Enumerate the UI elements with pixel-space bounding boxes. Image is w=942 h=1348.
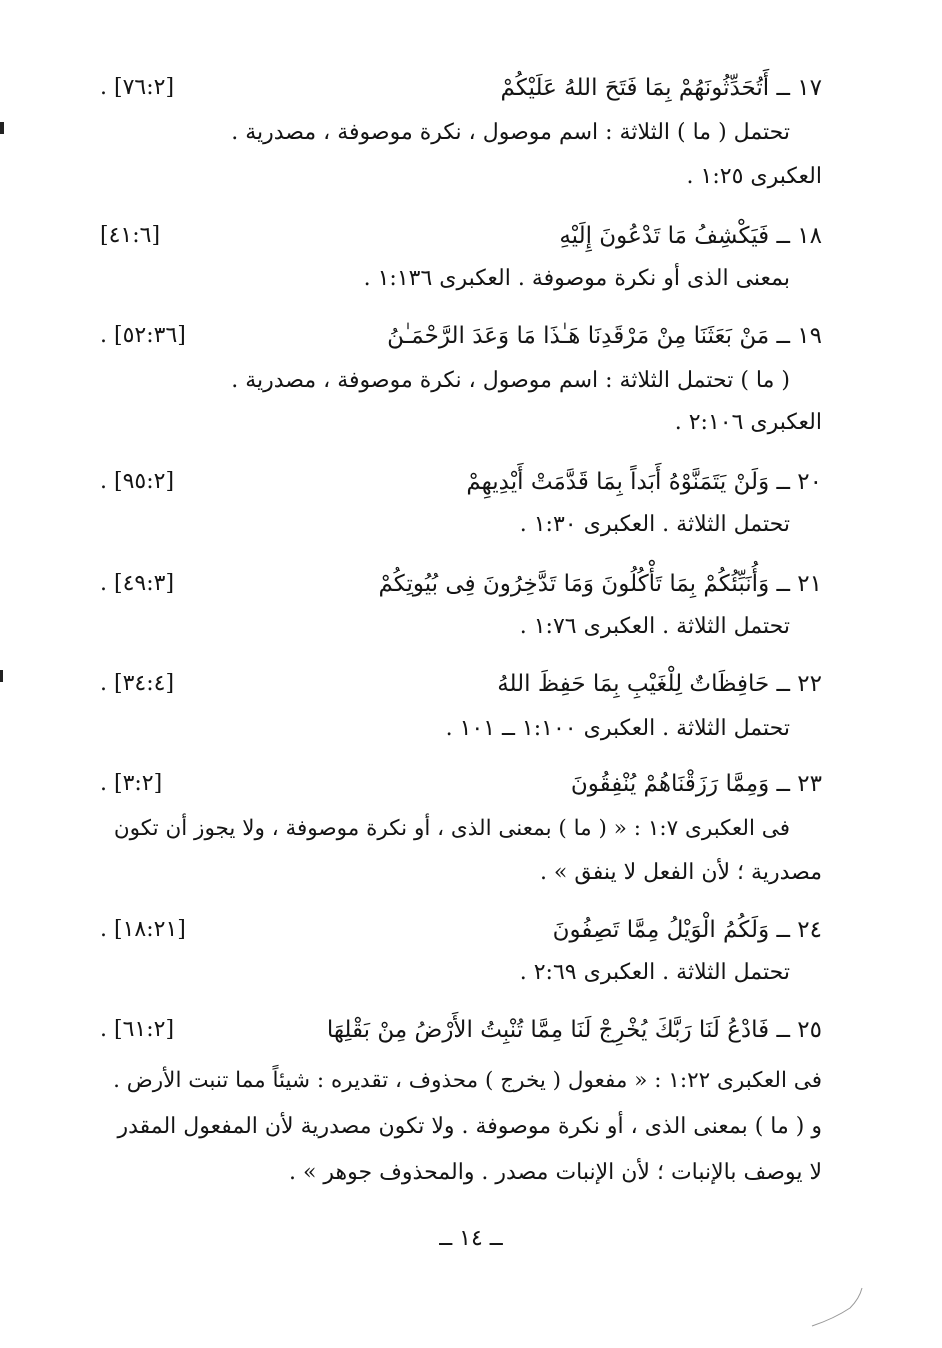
verse-text: ٢٥ ــ فَادْعُ لَنَا رَبَّكَ يُخْرِجْ لَنَا مِمَّا تُنْبِتُ الأَرْضُ مِنْ بَقْلِهَا	[326, 1017, 822, 1043]
verse-text: ٢٠ ــ وَلَنْ يَتَمَنَّوْهُ أَبَداً بِمَا قَدَّمَتْ أَيْدِيهِمْ	[466, 469, 822, 495]
pencil-mark-icon	[808, 1282, 868, 1332]
note-line: تحتمل الثلاثة . العكبرى ١:٣٠ .	[519, 512, 790, 537]
note-line: العكبرى ١:٢٥ .	[686, 164, 822, 189]
note-line: مصدرية ؛ لأن الفعل لا ينفق » .	[539, 860, 822, 885]
verse-text: ٢٢ ــ حَافِظَاتٌ لِلْغَيْبِ بِمَا حَفِظَ اللهُ	[497, 671, 822, 697]
verse-20	[100, 464, 822, 500]
scan-mark	[0, 122, 4, 134]
verse-reference: . [٣:٢]	[100, 771, 163, 796]
verse-text: ٢٤ ــ وَلَكُمُ الْوَيْلُ مِمَّا تَصِفُونَ	[552, 917, 822, 943]
verse-reference: [٤١:٦]	[100, 223, 161, 248]
page-number: ــ ١٤ ــ	[439, 1226, 503, 1251]
note-line: العكبرى ٢:١٠٦ .	[674, 410, 822, 435]
verse-text: ١٧ ــ أَتُحَدِّثُونَهُمْ بِمَا فَتَحَ اللهُ عَلَيْكُمْ	[500, 75, 822, 101]
note-line: تحتمل الثلاثة . العكبرى ١:٧٦ .	[519, 614, 790, 639]
verse-reference: . [٣٤:٤]	[100, 671, 175, 696]
verse-text: ١٩ ــ مَنْ بَعَثَنَا مِنْ مَرْقَدِنَا هَـٰذَا مَا وَعَدَ الرَّحْمَـٰنُ	[387, 323, 822, 349]
note-line: بمعنى الذى أو نكرة موصوفة . العكبرى ١:١٣٦ .	[363, 266, 790, 291]
note-line: تحتمل الثلاثة . العكبرى ١:١٠٠ ــ ١٠١ .	[445, 716, 790, 741]
verse-text: ٢٣ ــ وَمِمَّا رَزَقْنَاهُمْ يُنْفِقُونَ	[570, 771, 822, 797]
note-line: تحتمل الثلاثة . العكبرى ٢:٦٩ .	[519, 960, 790, 985]
note-line: ( ما ) تحتمل الثلاثة : اسم موصول ، نكرة موصوفة ، مصدرية .	[231, 368, 790, 393]
note-line: فى العكبرى ١:٧ : « ( ما ) بمعنى الذى ، أو نكرة موصوفة ، ولا يجوز أن تكون	[113, 816, 790, 841]
verse-22	[100, 666, 822, 702]
verse-reference: . [١٨:٢١]	[100, 917, 186, 942]
verse-25	[100, 1012, 822, 1048]
note-line: و ( ما ) بمعنى الذى ، أو نكرة موصوفة . ولا تكون مصدرية لأن المفعول المقدر	[117, 1114, 822, 1139]
verse-reference: . [٦١:٢]	[100, 1017, 175, 1042]
verse-reference: . [٥٢:٣٦]	[100, 323, 186, 348]
note-line: تحتمل ( ما ) الثلاثة : اسم موصول ، نكرة موصوفة ، مصدرية .	[231, 120, 790, 145]
note-line: فى العكبرى ١:٢٢ : « مفعول ( يخرج ) محذوف ، تقديره : شيئاً مما تنبت الأرض .	[113, 1068, 822, 1093]
verse-reference: . [٤٩:٣]	[100, 571, 175, 596]
scan-mark	[0, 670, 3, 682]
verse-reference: . [٧٦:٢]	[100, 75, 175, 100]
verse-reference: . [٩٥:٢]	[100, 469, 175, 494]
verse-23	[100, 766, 822, 802]
verse-text: ١٨ ــ فَيَكْشِفُ مَا تَدْعُونَ إِلَيْهِ	[559, 223, 822, 249]
verse-18	[100, 218, 822, 254]
verse-text: ٢١ ــ وَأُنَبِّئُكُمْ بِمَا تَأْكُلُونَ وَمَا تَدَّخِرُونَ فِى بُيُوتِكُمْ	[378, 571, 822, 597]
verse-24	[100, 912, 822, 948]
verse-17	[100, 70, 822, 106]
verse-19	[100, 318, 822, 354]
verse-21	[100, 566, 822, 602]
note-line: لا يوصف بالإنبات ؛ لأن الإنبات مصدر . والمحذوف جوهر » .	[288, 1160, 822, 1185]
